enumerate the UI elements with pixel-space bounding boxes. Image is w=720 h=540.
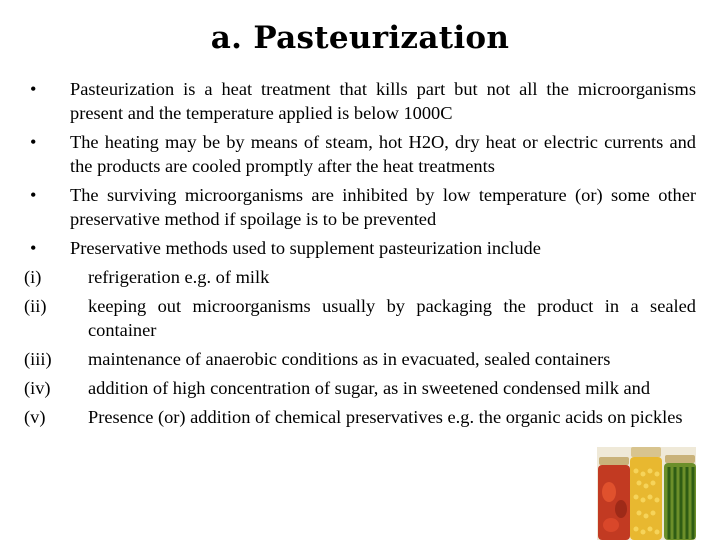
bullet-text: Pasteurization is a heat treatment that kills part but not all the microorganisms present and the temperature applied is below 1000C: [70, 79, 696, 123]
bullet-marker: •: [30, 238, 37, 258]
bullet-marker: •: [30, 185, 37, 205]
slide-body: [24, 77, 696, 434]
preserved-jars-photo: [597, 447, 696, 540]
numbered-marker: (iii): [24, 349, 52, 369]
bullet-text: Preservative methods used to supplement pasteurization include: [70, 238, 541, 258]
numbered-text: refrigeration e.g. of milk: [88, 267, 270, 287]
numbered-item: [24, 376, 696, 400]
bullet-marker: •: [30, 132, 37, 152]
bullet-marker: •: [30, 79, 37, 99]
numbered-text: maintenance of anaerobic conditions as in evacuated, sealed containers: [88, 349, 611, 369]
numbered-marker: (iv): [24, 378, 51, 398]
numbered-item: [24, 265, 696, 289]
numbered-marker: (v): [24, 407, 46, 427]
numbered-item: [24, 405, 696, 429]
slide-title: a. Pasteurization: [210, 20, 510, 56]
jars-icon: [597, 447, 696, 540]
numbered-item: [24, 294, 696, 342]
numbered-text: Presence (or) addition of chemical preservatives e.g. the organic acids on pickles: [88, 407, 683, 427]
numbered-text: keeping out microorganisms usually by packaging the product in a sealed container: [88, 296, 696, 340]
numbered-text: addition of high concentration of sugar, as in sweetened condensed milk and: [88, 378, 651, 398]
bullet-text: The heating may be by means of steam, hot H2O, dry heat or electric currents and the products are cooled promptly after the heat treatments: [70, 132, 696, 176]
bullet-item: [24, 236, 696, 260]
bullet-item: [24, 130, 696, 178]
bullet-item: [24, 183, 696, 231]
numbered-marker: (ii): [24, 296, 47, 316]
numbered-marker: (i): [24, 267, 42, 287]
bullet-text: The surviving microorganisms are inhibited by low temperature (or) some other preservative method if spoilage is to be prevented: [70, 185, 696, 229]
bullet-item: [24, 77, 696, 125]
numbered-item: [24, 347, 696, 371]
